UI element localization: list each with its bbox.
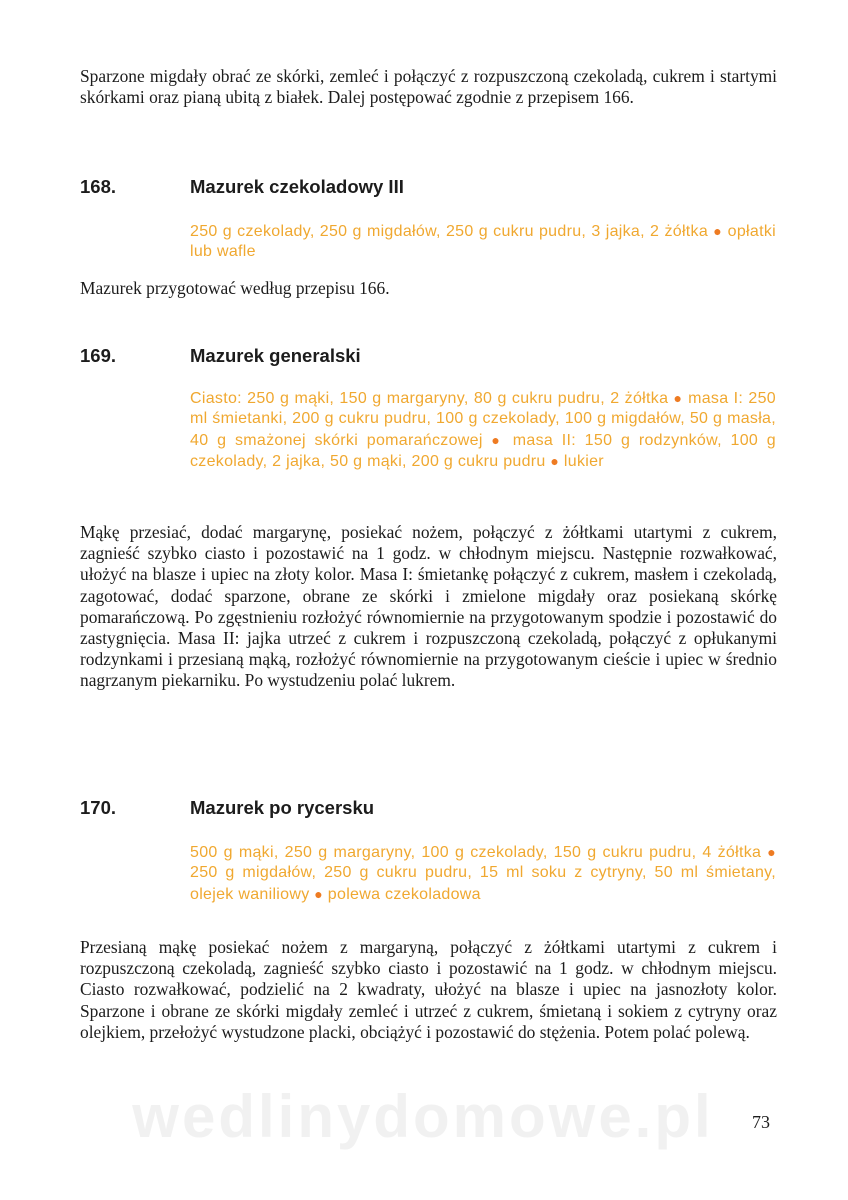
recipe-instructions: Mąkę przesiać, dodać margarynę, posiekać nożem, połączyć z żółtkami utartymi z cukrem, zagnieść szybko ciasto i pozostawić na 1 godz. w chłodnym miejscu. Następnie rozwałkować, ułożyć na blasze i upiec na złoty kolor. Masa I: śmietankę połączyć z cukrem, masłem i czekoladą, zagotować, dodać sparzone, obrane ze skórki i zmielone migdały oraz posiekaną skórkę pomarańczową. Po zgęstnieniu rozłożyć równomiernie na przygotowanym spodzie i pozostawić do zastygnięcia. Masa II: jajka utrzeć z cukrem i rozpuszczoną czekoladą, połączyć z opłukanymi rodzynkami i przesianą mąką, rozłożyć równomiernie na przygotowanym cieście i upiec w średnio nagrzanym piekarniku. Po wystudzeniu polać lukrem.: [80, 522, 777, 691]
watermark: wedlinydomowe.pl: [132, 1083, 714, 1150]
ingredient-group: 500 g mąki, 250 g margaryny, 100 g czekolady, 150 g cukru pudru, 4 żółtka: [190, 844, 762, 861]
ingredients-list: [190, 221, 776, 263]
recipe-number: 168.: [80, 176, 117, 197]
bullet-icon: ●: [673, 390, 683, 406]
recipe-number: 169.: [80, 345, 117, 366]
recipe-instructions: Przesianą mąkę posiekać nożem z margaryną, połączyć z żółtkami utartymi z cukrem i rozpuszczoną czekoladą, zagnieść szybko ciasto i pozostawić na 1 godz. w chłodnym miejscu. Ciasto rozwałkować, podzielić na 2 kwadraty, ułożyć na blasze i upiec na jasnozłoty kolor. Sparzone i obrane ze skórki migdały zemleć i utrzeć z cukrem, śmietaną i sokiem z cytryny oraz olejkiem, przełożyć wystudzone placki, obciążyć i pozostawić do stężenia. Potem polać polewą.: [80, 937, 777, 1042]
recipe-title: Mazurek po rycersku: [190, 797, 375, 818]
ingredient-group: masa I: 250 ml śmietanki, 200 g cukru pudru, 100 g czekolady, 100 g migdałów, 50 g masła, 40 g smażonej skórki pomarańczowej: [190, 390, 776, 449]
ingredient-group: 250 g czekolady, 250 g migdałów, 250 g cukru pudru, 3 jajka, 2 żółtka: [190, 223, 709, 240]
ingredient-group: Ciasto: 250 g mąki, 150 g margaryny, 80 g cukru pudru, 2 żółtka: [190, 390, 669, 407]
recipe-heading: [80, 345, 777, 369]
ingredient-group: masa II: 150 g rodzynków, 100 g czekolady, 2 jajka, 50 g mąki, 200 g cukru pudru: [190, 431, 776, 470]
bullet-icon: ●: [713, 223, 723, 239]
bullet-icon: ●: [767, 844, 777, 860]
recipe-heading: [80, 797, 777, 821]
ingredient-group: lukier: [563, 452, 604, 470]
recipe-instructions: Mazurek przygotować według przepisu 166.: [80, 278, 390, 298]
bullet-icon: ●: [314, 885, 324, 902]
recipe-heading: [80, 176, 777, 200]
ingredients-list: [190, 842, 776, 905]
ingredient-group: 250 g migdałów, 250 g cukru pudru, 15 ml soku z cytryny, 50 ml śmietany, olejek waniliowy: [190, 864, 776, 903]
intro-paragraph: Sparzone migdały obrać ze skórki, zemleć i połączyć z rozpuszczoną czekoladą, cukrem i startymi skórkami oraz pianą ubitą z białek. Dalej postępować zgodnie z przepisem 166.: [80, 66, 777, 108]
bullet-icon: ●: [550, 452, 560, 469]
ingredient-group: polewa czekoladowa: [327, 885, 481, 903]
ingredient-group: opłatki lub wafle: [190, 223, 777, 261]
recipe-number: 170.: [80, 797, 117, 818]
recipe-title: Mazurek czekoladowy III: [190, 176, 404, 197]
page-number: 73: [752, 1112, 770, 1132]
recipe-title: Mazurek generalski: [190, 345, 361, 366]
ingredients-list: [190, 388, 776, 472]
bullet-icon: ●: [491, 431, 505, 448]
